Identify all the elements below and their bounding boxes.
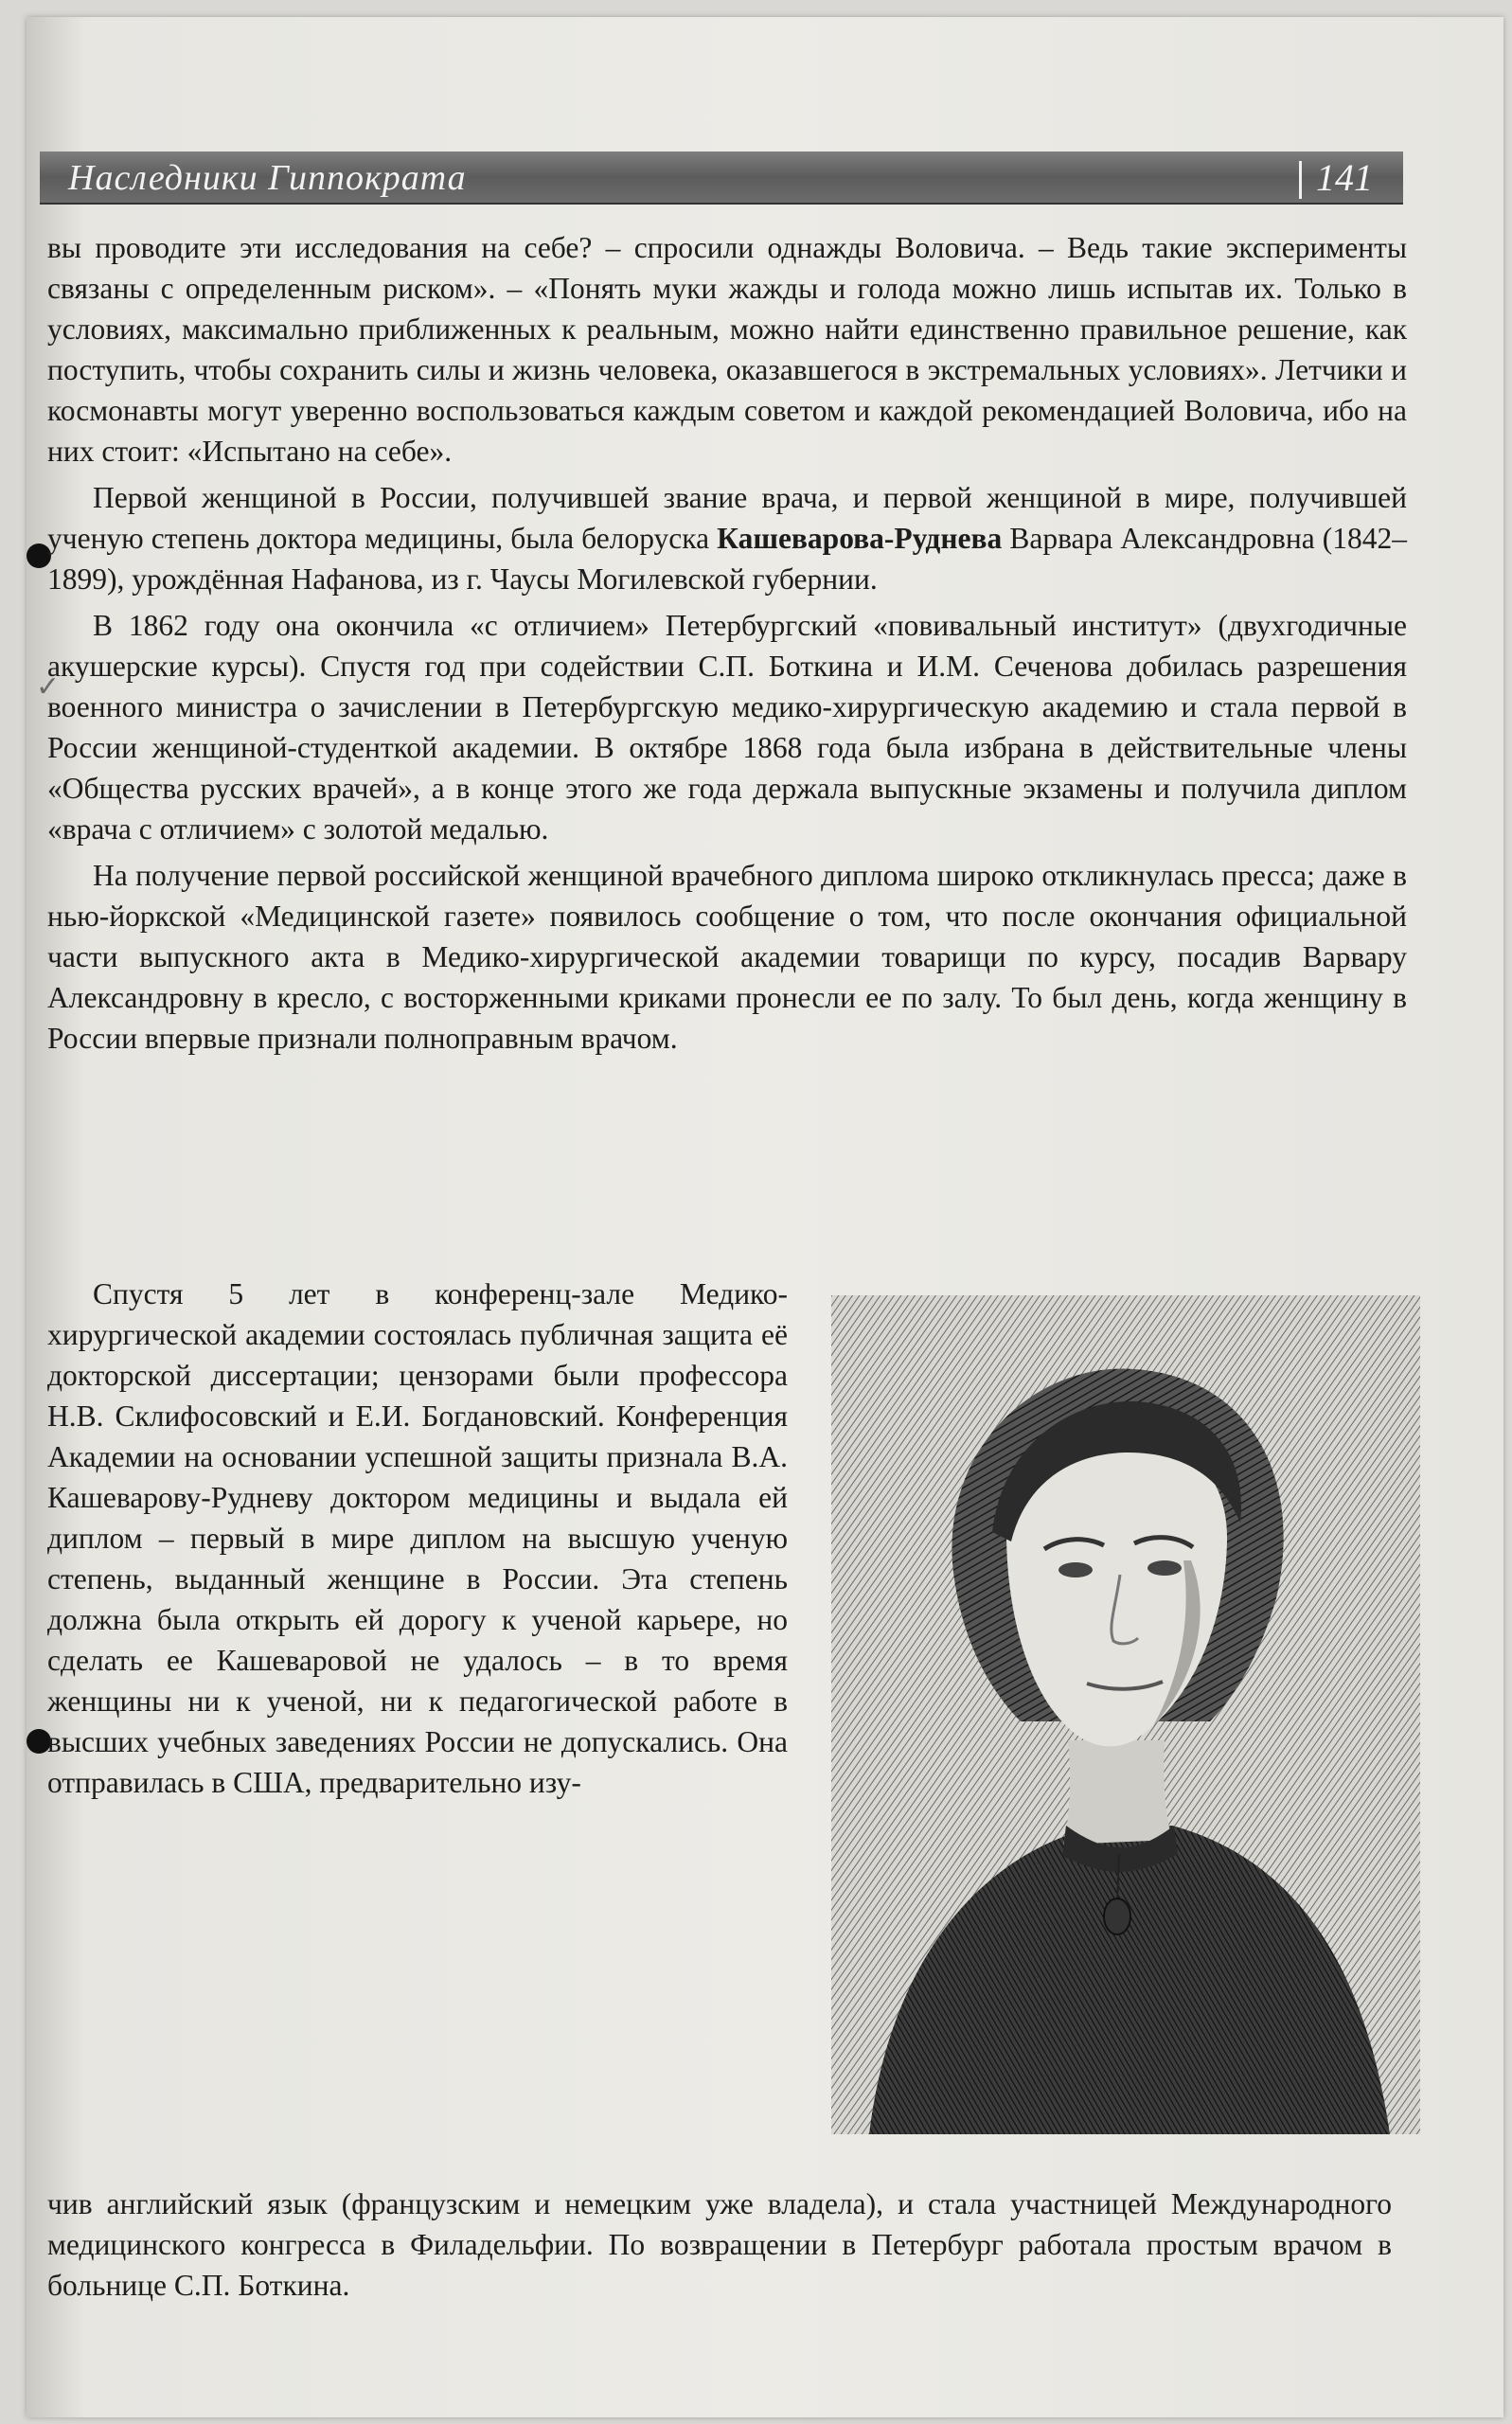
paragraph: На получение первой российской женщиной врачебного диплома широко откликнулась пресса; даже в нью-йоркской «Медицинской газете» появилось сообщение о том, что после окончания официальной части выпускного акта в Медико-хирургической академии товарищи по курсу, посадив Варвару Александровну в кресло, с восторженными криками пронесли ее по залу. То был день, когда женщину в России впервые признали полноправным врачом. <box>47 859 1407 1055</box>
bold-name: Кашеварова-Руднева <box>717 522 1003 555</box>
header-separator <box>1299 161 1302 199</box>
page-number: 141 <box>1316 156 1373 199</box>
text-column-beside-portrait <box>47 1274 788 1803</box>
paragraph: В 1862 году она окончила «с отличием» Петербургский «повивальный институт» (двухгодичные акушерские курсы). Спустя год при содействии С.П. Боткина и И.М. Сеченова добилась разрешения военного министра о зачислении в Петербургскую медико-хирургическую академию и стала первой в России женщиной-студенткой академии. В октябре 1868 года была избрана в действительные члены «Общества русских врачей», а в конце этого же года держала выпускные экзамены и получила диплом «врача с отличием» с золотой медалью. <box>47 609 1407 846</box>
running-header <box>40 152 1403 205</box>
paragraph: Спустя 5 лет в конференц-зале Медико-хирургической академии состоялась публичная защита её докторской диссертации; цензорами были профессора Н.В. Склифосовский и Е.И. Богдановский. Конференция Академии на основании успешной защиты признала В.А. Кашеварову-Рудневу доктором медицины и выдала ей диплом – первый в мире диплом на высшую ученую степень, выданный женщине в России. Эта степень должна была открыть ей дорогу к ученой карьере, но сделать ее Кашеваровой не удалось – в то время женщины ни к ученой, ни к педагогической работе в высших учебных заведениях России не допускались. Она отправилась в США, предварительно изу- <box>47 1277 788 1799</box>
text-column-full <box>47 227 1407 1059</box>
pencil-checkmark-icon: ✓ <box>36 671 61 703</box>
text-column-bottom <box>47 2183 1392 2306</box>
paragraph: Первой женщиной в России, получившей звание врача, и первой женщиной в мире, получившей ученую степень доктора медицины, была белоруска Кашеварова-Руднева Варвара Александровна (1842–1899), урождённая Нафанова, из г. Чаусы Могилевской губернии. <box>47 481 1407 596</box>
paragraph: чив английский язык (французским и немецким уже владела), и стала участницей Международного медицинского конгресса в Филадельфии. По возвращении в Петербург работала простым врачом в больнице С.П. Боткина. <box>47 2187 1392 2302</box>
portrait-engraving <box>831 1295 1420 2134</box>
paragraph: вы проводите эти исследования на себе? – спросили однажды Воловича. – Ведь такие эксперименты связаны с определенным риском». – «Понять муки жажды и голода можно лишь испытав их. Только в условиях, максимально приближенных к реальным, можно найти единственно правильное решение, как поступить, чтобы сохранить силы и жизнь человека, оказавшегося в экстремальных условиях». Летчики и космонавты могут уверенно воспользоваться каждым советом и каждой рекомендацией Воловича, ибо на них стоит: «Испытано на себе». <box>47 231 1407 468</box>
header-title: Наследники Гиппократа <box>68 158 467 198</box>
